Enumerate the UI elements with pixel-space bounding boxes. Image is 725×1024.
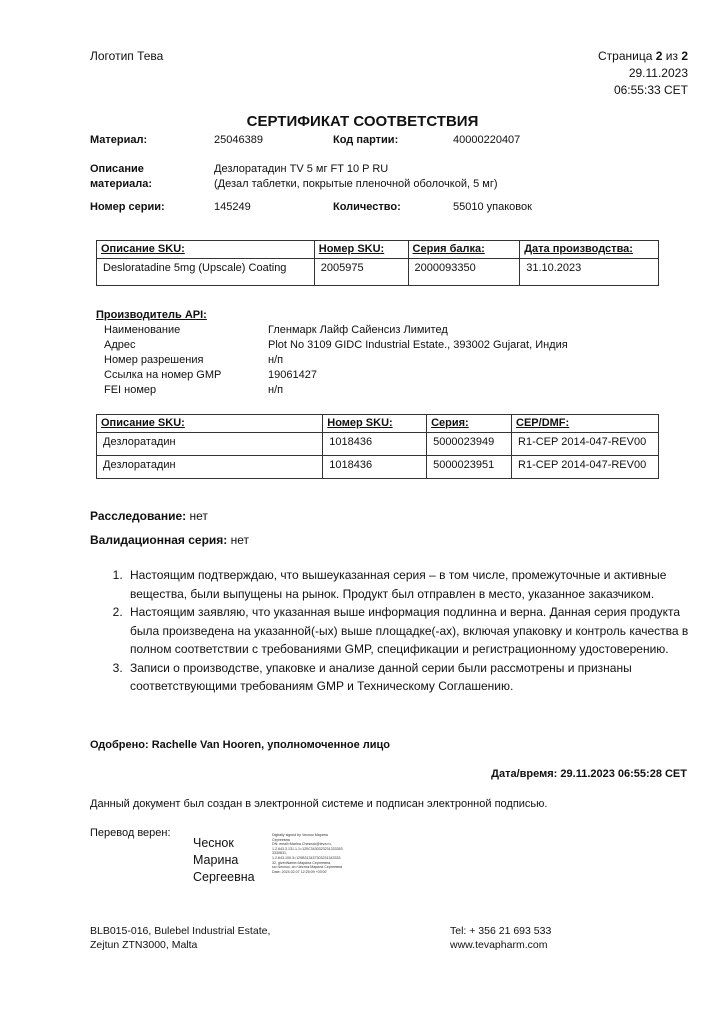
table-cell: 1018436	[323, 433, 427, 456]
digital-signature-line: 3330831,	[272, 851, 287, 856]
page-indicator	[598, 49, 688, 63]
statement-item: 2. Настоящим заявляю, что указанная выше информация подлинна и верна. Данная серия продукта была произведена на указанной(-ых) выше площадке(-ах), включая упаковку и контроль качества в полном соответствии с требованиями GMP, спецификации и регистрационному удостоверению.	[126, 603, 711, 659]
translator-name	[193, 835, 255, 886]
api-manufacturer-heading: Производитель API:	[96, 309, 207, 321]
table-cell: 5000023949	[427, 433, 512, 456]
quantity-label: Количество:	[333, 201, 401, 213]
digital-signature-line: 1.2.643.3.131.1.1=120C3430323231333353	[272, 846, 343, 851]
investigation-value: нет	[186, 509, 208, 523]
series-number-label: Номер серии:	[90, 201, 165, 213]
page-prefix: Страница	[598, 49, 656, 63]
digital-signature-line: Date: 2024.02.07 12:25:09 +03'00'	[272, 869, 328, 874]
table-header-cell: Серия:	[427, 415, 512, 433]
header-time: 06:55:33 CET	[613, 83, 688, 97]
table-cell: Дезлоратадин	[97, 433, 323, 456]
translator-name-line: Марина	[193, 853, 239, 867]
header-date: 29.11.2023	[628, 66, 688, 80]
digital-signature-line: 32, givenName=Марина Сергеевна,	[272, 860, 332, 865]
material-description-line-2: (Дезал таблетки, покрытые пленочной оболочкой, 5 мг)	[214, 178, 498, 190]
api-value: 19061427	[268, 369, 317, 381]
material-value: 25046389	[214, 134, 263, 146]
api-value: Гленмарк Лайф Сайенсиз Лимитед	[268, 324, 448, 336]
approved-by: Одобрено: Rachelle Van Hooren, уполномоченное лицо	[90, 739, 391, 751]
table-cell: 2000093350	[408, 259, 520, 286]
sku-table-2	[96, 414, 659, 479]
api-label: Ссылка на номер GMP	[104, 369, 222, 381]
batch-code-value: 40000220407	[453, 134, 521, 146]
table-row	[97, 456, 659, 479]
footer-address-1: BLB015-016, Bulebel Industrial Estate,	[90, 925, 271, 937]
statement-item: 1. Настоящим подтверждаю, что вышеуказанная серия – в том числе, промежуточные и активные вещества, были выпущены на рынок. Продукт был отправлен в место, указанное заказчиком.	[126, 566, 711, 603]
quantity-value: 55010 упаковок	[453, 201, 532, 213]
table-cell: 31.10.2023	[520, 259, 659, 286]
table-header-cell: Номер SKU:	[323, 415, 427, 433]
table-cell: Дезлоратадин	[97, 456, 323, 479]
sku-table-1	[96, 240, 659, 286]
table-cell: 2005975	[314, 259, 408, 286]
digital-signature-line: Digitally signed by Чеснок Марина	[272, 833, 328, 837]
material-description-line-1: Дезлоратадин TV 5 мг FT 10 P RU	[214, 163, 389, 175]
statements-list	[96, 566, 711, 696]
material-description-label-1: Описание	[90, 163, 144, 175]
footer-phone: Tel: + 356 21 693 533	[450, 925, 552, 937]
investigation-label: Расследование:	[90, 509, 187, 523]
table-header-row	[97, 241, 659, 259]
digital-signature-line: sn=Чеснок, cn=Чеснок Марина Сергеевна	[272, 865, 343, 870]
api-label: Адрес	[104, 339, 136, 351]
translator-name-line: Сергеевна	[193, 870, 255, 884]
translation-label: Перевод верен:	[90, 827, 171, 839]
digital-signature-line: Сергеевна	[272, 837, 290, 842]
api-label: Наименование	[104, 324, 181, 336]
table-cell: R1-CEP 2014-047-REV00	[512, 433, 659, 456]
table-header-cell: Описание SKU:	[97, 241, 315, 259]
material-label: Материал:	[90, 134, 148, 146]
table-row	[97, 433, 659, 456]
page-total: 2	[681, 49, 688, 63]
table-row	[97, 259, 659, 286]
signature-datetime: Дата/время: 29.11.2023 06:55:28 CET	[491, 768, 687, 780]
table-header-row	[97, 415, 659, 433]
table-cell: Desloratadine 5mg (Upscale) Coating	[97, 259, 315, 286]
api-value: Plot No 3109 GIDC Industrial Estate., 393002 Gujarat, Индия	[268, 339, 568, 351]
table-cell: 5000023951	[427, 456, 512, 479]
validation-line	[90, 533, 249, 547]
electronic-signature-note: Данный документ был создан в электронной системе и подписан электронной подписью.	[90, 798, 548, 810]
table-header-cell: Номер SKU:	[314, 241, 408, 259]
series-number-value: 145249	[214, 201, 251, 213]
api-label: FEI номер	[104, 384, 157, 396]
statement-item: 3. Записи о производстве, упаковке и анализе данной серии были рассмотрены и признаны соответствующими требованиям GMP и Техническому Соглашению.	[126, 659, 711, 696]
digital-signature-line: 1.2.643.100.3=120B313437303231343333	[272, 855, 341, 860]
validation-value: нет	[227, 533, 250, 547]
footer-website: www.tevapharm.com	[450, 939, 548, 951]
table-header-cell: Описание SKU:	[97, 415, 323, 433]
api-value: н/п	[268, 384, 284, 396]
api-value: н/п	[268, 354, 284, 366]
table-header-cell: Серия балка:	[408, 241, 520, 259]
digital-signature-line: DN: email=Marina.Chesnok@teva.ru,	[272, 842, 332, 847]
batch-code-label: Код партии:	[333, 134, 399, 146]
translator-name-line: Чеснок	[193, 836, 234, 850]
document-title: СЕРТИФИКАТ СООТВЕТСТВИЯ	[246, 113, 479, 130]
investigation-line	[90, 509, 208, 523]
page-mid: из	[662, 49, 682, 63]
table-header-cell: Дата производства:	[520, 241, 659, 259]
table-cell: R1-CEP 2014-047-REV00	[512, 456, 659, 479]
material-description-label-2: материала:	[90, 178, 152, 190]
page-number: 2	[655, 49, 663, 63]
table-header-cell: CEP/DMF:	[512, 415, 659, 433]
validation-label: Валидационная серия:	[90, 533, 228, 547]
footer-address-2: Zejtun ZTN3000, Malta	[90, 939, 198, 951]
logo-placeholder-text: Логотип Тева	[90, 49, 164, 63]
digital-signature-details	[272, 833, 343, 874]
api-label: Номер разрешения	[104, 354, 204, 366]
table-cell: 1018436	[323, 456, 427, 479]
